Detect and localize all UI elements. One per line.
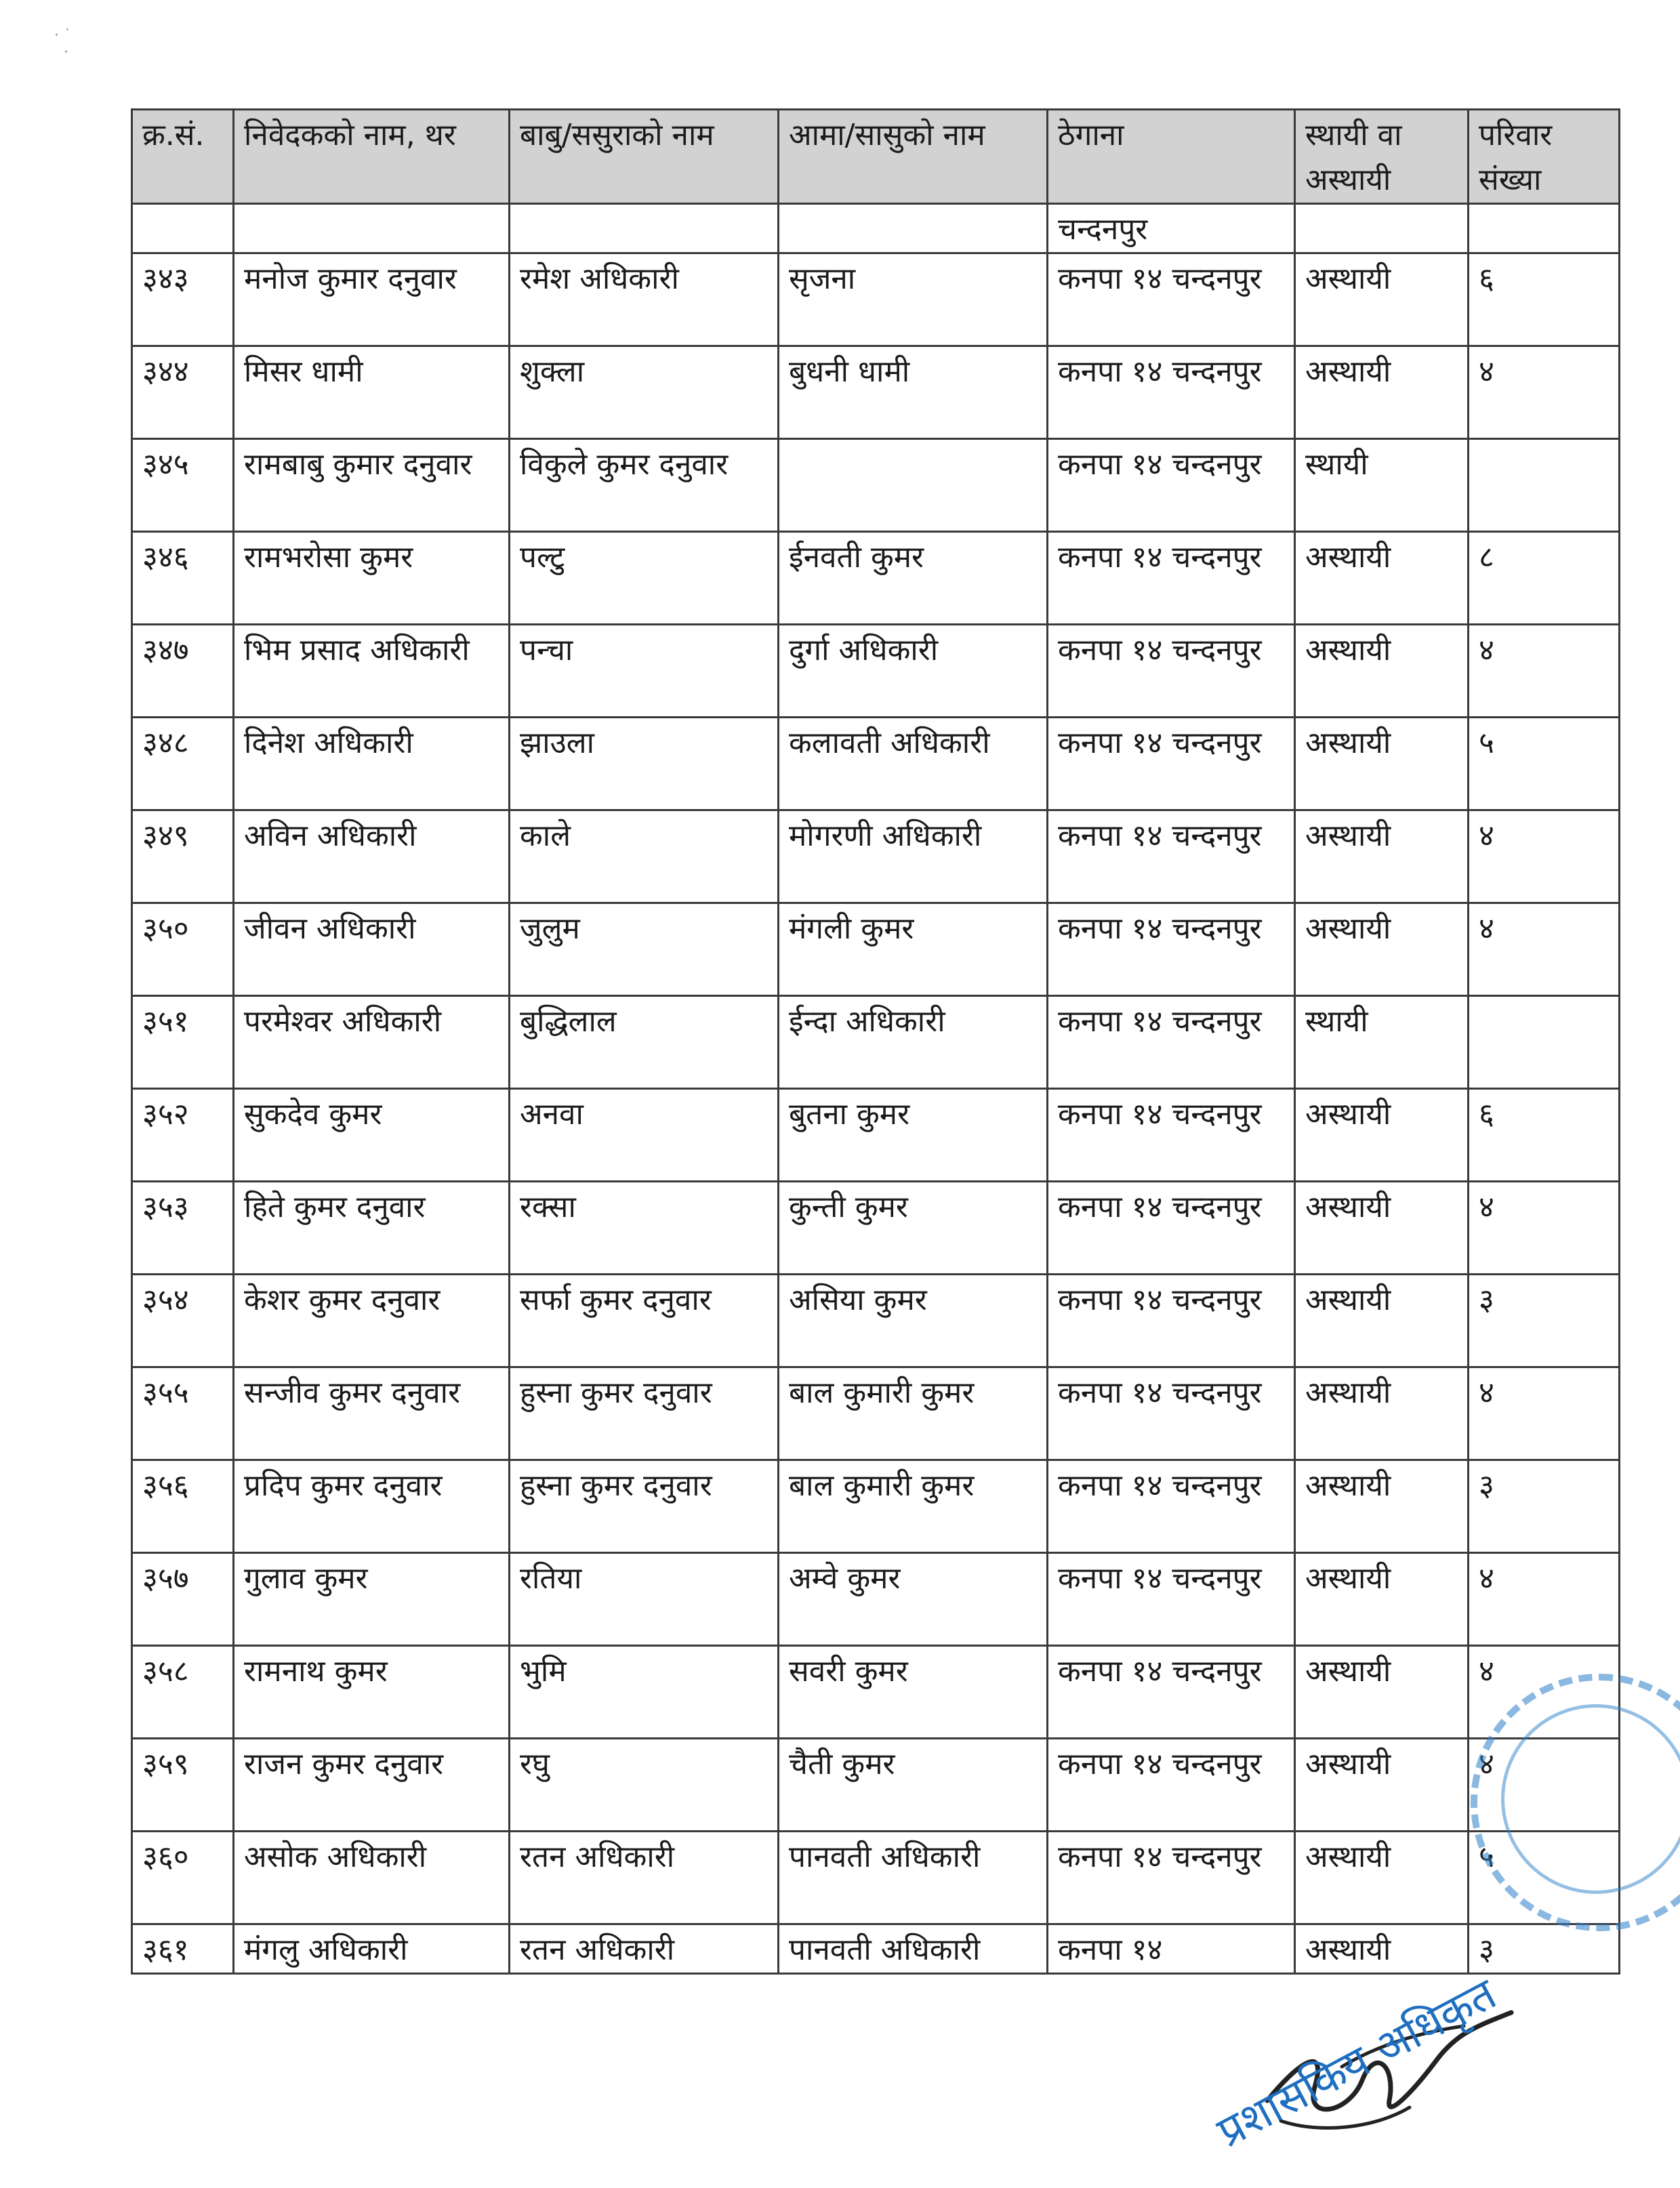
address-cell: कनपा १४ चन्दनपुर [1048,1089,1295,1182]
table-row [132,1646,1620,1739]
beneficiary-register-table [131,108,1620,1975]
residency-status-cell: अस्थायी [1295,1460,1469,1553]
table-cell: चन्दनपुर [1048,204,1295,253]
residency-status-cell: अस्थायी [1295,1832,1469,1924]
address-cell: कनपा १४ चन्दनपुर [1048,1367,1295,1460]
office-seal-inner-ring [1501,1704,1680,1894]
mother-name-cell: कलावती अधिकारी [779,718,1048,810]
header-mother-name: आमा/सासुको नाम [779,110,1048,204]
family-size-cell: ४ [1469,1182,1620,1275]
applicant-name-cell: हिते कुमर दनुवार [234,1182,510,1275]
applicant-name-cell: अविन अधिकारी [234,810,510,903]
family-size-cell [1469,439,1620,532]
header-row [132,110,1620,204]
mother-name-cell: बुतना कुमर [779,1089,1048,1182]
header-family-size: परिवार संख्या [1469,110,1620,204]
family-size-cell: ४ [1469,625,1620,718]
mother-name-cell: दुर्गा अधिकारी [779,625,1048,718]
father-name-cell: अनवा [510,1089,779,1182]
table-row [132,1275,1620,1367]
father-name-cell: सर्फा कुमर दनुवार [510,1275,779,1367]
serial-cell: ३४५ [132,439,234,532]
family-size-cell: ८ [1469,532,1620,625]
address-cell: कनपा १४ चन्दनपुर [1048,253,1295,346]
applicant-name-cell: रामभरोसा कुमर [234,532,510,625]
applicant-name-cell: गुलाव कुमर [234,1553,510,1646]
serial-cell: ३४९ [132,810,234,903]
address-cell: कनपा १४ [1048,1924,1295,1974]
residency-status-cell: अस्थायी [1295,810,1469,903]
applicant-name-cell: रामबाबु कुमार दनुवार [234,439,510,532]
serial-cell: ३५४ [132,1275,234,1367]
residency-status-cell: अस्थायी [1295,532,1469,625]
residency-status-cell: स्थायी [1295,996,1469,1089]
mother-name-cell: पानवती अधिकारी [779,1924,1048,1974]
official-designation: प्रशासकिय अधिकृत [1209,1968,1504,2158]
mother-name-cell [779,439,1048,532]
table-cell [234,204,510,253]
father-name-cell: हुस्ना कुमर दनुवार [510,1460,779,1553]
serial-cell: ३५३ [132,1182,234,1275]
family-size-cell: ५ [1469,1832,1620,1924]
serial-cell: ३५० [132,903,234,996]
table-row [132,1367,1620,1460]
address-cell: कनपा १४ चन्दनपुर [1048,810,1295,903]
address-cell: कनपा १४ चन्दनपुर [1048,346,1295,439]
mother-name-cell: अम्वे कुमर [779,1553,1048,1646]
mother-name-cell: असिया कुमर [779,1275,1048,1367]
applicant-name-cell: परमेश्वर अधिकारी [234,996,510,1089]
father-name-cell: रतन अधिकारी [510,1832,779,1924]
address-cell: कनपा १४ चन्दनपुर [1048,439,1295,532]
family-size-cell: ३ [1469,1275,1620,1367]
family-size-cell: ६ [1469,1089,1620,1182]
applicant-name-cell: सुकदेव कुमर [234,1089,510,1182]
header-applicant-name: निवेदकको नाम, थर [234,110,510,204]
applicant-name-cell: मनोज कुमार दनुवार [234,253,510,346]
address-cell: कनपा १४ चन्दनपुर [1048,1646,1295,1739]
serial-cell: ३४४ [132,346,234,439]
table-row [132,439,1620,532]
serial-cell: ३४३ [132,253,234,346]
serial-cell: ३५६ [132,1460,234,1553]
address-cell: कनपा १४ चन्दनपुर [1048,625,1295,718]
mother-name-cell: पानवती अधिकारी [779,1832,1048,1924]
serial-cell: ३५५ [132,1367,234,1460]
applicant-name-cell: असोक अधिकारी [234,1832,510,1924]
father-name-cell: भुमि [510,1646,779,1739]
family-size-cell: ४ [1469,810,1620,903]
applicant-name-cell: प्रदिप कुमर दनुवार [234,1460,510,1553]
serial-cell: ३४६ [132,532,234,625]
residency-status-cell: अस्थायी [1295,625,1469,718]
residency-status-cell: अस्थायी [1295,1275,1469,1367]
father-name-cell: पल्टु [510,532,779,625]
father-name-cell: झाउला [510,718,779,810]
table-row [132,1924,1620,1974]
header-serial-number: क्र.सं. [132,110,234,204]
table-cell [1469,204,1620,253]
table-row [132,346,1620,439]
family-size-cell: ३ [1469,1924,1620,1974]
table-row [132,625,1620,718]
residency-status-cell: अस्थायी [1295,718,1469,810]
serial-cell: ३५९ [132,1739,234,1832]
table-cell [132,204,234,253]
family-size-cell [1469,996,1620,1089]
family-size-cell: ३ [1469,1460,1620,1553]
father-name-cell: शुक्ला [510,346,779,439]
address-cell: कनपा १४ चन्दनपुर [1048,532,1295,625]
table-row [132,1089,1620,1182]
mother-name-cell: बाल कुमारी कुमर [779,1460,1048,1553]
residency-status-cell: अस्थायी [1295,1739,1469,1832]
serial-cell: ३५८ [132,1646,234,1739]
residency-status-cell: अस्थायी [1295,1646,1469,1739]
family-size-cell: ४ [1469,1646,1620,1739]
applicant-name-cell: भिम प्रसाद अधिकारी [234,625,510,718]
residency-status-cell: अस्थायी [1295,1089,1469,1182]
father-name-cell: हुस्ना कुमर दनुवार [510,1367,779,1460]
father-name-cell: काले [510,810,779,903]
residency-status-cell: अस्थायी [1295,1924,1469,1974]
address-cell: कनपा १४ चन्दनपुर [1048,1739,1295,1832]
address-cell: कनपा १४ चन्दनपुर [1048,1832,1295,1924]
family-size-cell: ४ [1469,903,1620,996]
serial-cell: ३५१ [132,996,234,1089]
table-cell [779,204,1048,253]
address-cell: कनपा १४ चन्दनपुर [1048,1460,1295,1553]
father-name-cell: बुद्धिलाल [510,996,779,1089]
address-cell: कनपा १४ चन्दनपुर [1048,996,1295,1089]
table-row [132,1460,1620,1553]
table-row [132,903,1620,996]
mother-name-cell: सवरी कुमर [779,1646,1048,1739]
applicant-name-cell: मंगलु अधिकारी [234,1924,510,1974]
mother-name-cell: मंगली कुमर [779,903,1048,996]
father-name-cell: पन्चा [510,625,779,718]
father-name-cell: विकुले कुमर दनुवार [510,439,779,532]
mother-name-cell: ईनवती कुमर [779,532,1048,625]
continued-row [132,204,1620,253]
mother-name-cell: ईन्दा अधिकारी [779,996,1048,1089]
address-cell: कनपा १४ चन्दनपुर [1048,1553,1295,1646]
father-name-cell: रमेश अधिकारी [510,253,779,346]
residency-status-cell: अस्थायी [1295,903,1469,996]
mother-name-cell: चैती कुमर [779,1739,1048,1832]
applicant-name-cell: सन्जीव कुमर दनुवार [234,1367,510,1460]
father-name-cell: रतिया [510,1553,779,1646]
address-cell: कनपा १४ चन्दनपुर [1048,1275,1295,1367]
scan-specks: · ˙ · [54,27,71,61]
header-address: ठेगाना [1048,110,1295,204]
mother-name-cell: बुधनी धामी [779,346,1048,439]
family-size-cell: ४ [1469,346,1620,439]
mother-name-cell: मोगरणी अधिकारी [779,810,1048,903]
table-cell [510,204,779,253]
table-row [132,532,1620,625]
residency-status-cell: अस्थायी [1295,1182,1469,1275]
serial-cell: ३६० [132,1832,234,1924]
family-size-cell: ४ [1469,1367,1620,1460]
residency-status-cell: स्थायी [1295,439,1469,532]
serial-cell: ३४८ [132,718,234,810]
family-size-cell: ४ [1469,1739,1620,1832]
table-cell [1295,204,1469,253]
address-cell: कनपा १४ चन्दनपुर [1048,718,1295,810]
table-row [132,253,1620,346]
father-name-cell: रघु [510,1739,779,1832]
applicant-name-cell: रामनाथ कुमर [234,1646,510,1739]
residency-status-cell: अस्थायी [1295,1553,1469,1646]
serial-cell: ३४७ [132,625,234,718]
serial-cell: ३५२ [132,1089,234,1182]
mother-name-cell: सृजना [779,253,1048,346]
serial-cell: ३५७ [132,1553,234,1646]
table-row [132,1739,1620,1832]
table-row [132,1553,1620,1646]
mother-name-cell: कुन्ती कुमर [779,1182,1048,1275]
table-row [132,718,1620,810]
mother-name-cell: बाल कुमारी कुमर [779,1367,1048,1460]
header-residency-status: स्थायी वा अस्थायी [1295,110,1469,204]
header-father-name: बाबु/ससुराको नाम [510,110,779,204]
serial-cell: ३६१ [132,1924,234,1974]
family-size-cell: ४ [1469,1553,1620,1646]
father-name-cell: रतन अधिकारी [510,1924,779,1974]
family-size-cell: ६ [1469,253,1620,346]
table-row [132,810,1620,903]
applicant-name-cell: राजन कुमर दनुवार [234,1739,510,1832]
table-row [132,1832,1620,1924]
table-row [132,996,1620,1089]
address-cell: कनपा १४ चन्दनपुर [1048,903,1295,996]
residency-status-cell: अस्थायी [1295,1367,1469,1460]
applicant-name-cell: केशर कुमर दनुवार [234,1275,510,1367]
father-name-cell: रक्सा [510,1182,779,1275]
residency-status-cell: अस्थायी [1295,346,1469,439]
table-row [132,1182,1620,1275]
address-cell: कनपा १४ चन्दनपुर [1048,1182,1295,1275]
father-name-cell: जुलुम [510,903,779,996]
applicant-name-cell: जीवन अधिकारी [234,903,510,996]
family-size-cell: ५ [1469,718,1620,810]
applicant-name-cell: मिसर धामी [234,346,510,439]
residency-status-cell: अस्थायी [1295,253,1469,346]
applicant-name-cell: दिनेश अधिकारी [234,718,510,810]
